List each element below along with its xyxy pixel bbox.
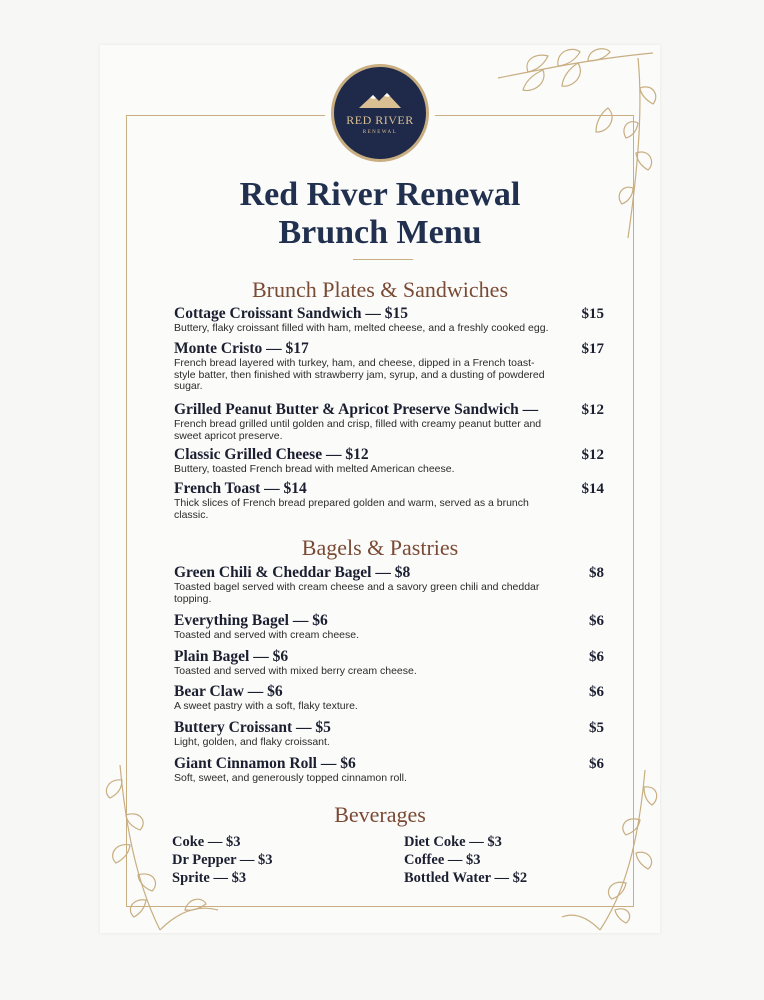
title-line-1: Red River Renewal (239, 176, 521, 213)
beverage-bottled-water: Bottled Water — $2 (404, 870, 528, 886)
menu-item-monte-cristo (174, 340, 604, 393)
item-price: $15 (581, 306, 604, 322)
item-name: Green Chili & Cheddar Bagel — $8 (174, 564, 411, 581)
item-price: $5 (589, 720, 604, 736)
item-name: Plain Bagel — $6 (174, 648, 289, 665)
menu-item-buttery-croissant (174, 719, 604, 749)
item-name: Everything Bagel — $6 (174, 612, 328, 629)
section-title-bagels-pastries: Bagels & Pastries (301, 535, 459, 560)
menu-item-plain-bagel (174, 648, 604, 678)
item-name: Buttery Croissant — $5 (174, 719, 331, 736)
item-description: Light, golden, and flaky croissant. (174, 736, 330, 748)
item-description: Toasted bagel served with cream cheese and a savory green chili and cheddar topping. (174, 581, 540, 605)
menu-item-bear-claw (174, 683, 604, 713)
menu-item-cinnamon-roll (174, 755, 604, 785)
item-price: $12 (581, 447, 604, 463)
menu-item-french-toast (174, 480, 604, 521)
brand-logo (331, 64, 429, 162)
title-divider (353, 259, 413, 260)
item-description: Toasted and served with mixed berry cream cheese. (174, 665, 417, 677)
beverage-dr-pepper: Dr Pepper — $3 (172, 852, 273, 868)
section-title-brunch-plates: Brunch Plates & Sandwiches (251, 277, 509, 302)
beverage-sprite: Sprite — $3 (172, 870, 247, 886)
item-description: Thick slices of French bread prepared golden and warm, served as a brunch classic. (174, 497, 529, 521)
item-description: Soft, sweet, and generously topped cinnamon roll. (174, 772, 407, 784)
item-name: Giant Cinnamon Roll — $6 (174, 755, 356, 772)
title-line-2: Brunch Menu (278, 214, 482, 251)
item-description: French bread layered with turkey, ham, and cheese, dipped in a French toast-style batter, then finished with strawberry jam, syrup, and a dusting of powdered sugar. (174, 357, 545, 392)
item-description: A sweet pastry with a soft, flaky texture. (174, 700, 358, 712)
item-name: Classic Grilled Cheese — $12 (174, 446, 369, 463)
beverage-coffee: Coffee — $3 (404, 852, 481, 868)
item-price: $6 (589, 649, 604, 665)
item-name: Monte Cristo — $17 (174, 340, 309, 357)
logo-name: RED RIVER (346, 113, 414, 127)
beverage-diet-coke: Diet Coke — $3 (404, 834, 502, 850)
menu-item-pb-apricot (174, 401, 604, 442)
item-description: Toasted and served with cream cheese. (174, 629, 360, 641)
item-name: Grilled Peanut Butter & Apricot Preserve Sandwich — (174, 401, 539, 418)
item-price: $6 (589, 613, 604, 629)
item-price: $6 (589, 756, 604, 772)
item-price: $12 (581, 402, 604, 418)
item-name: French Toast — $14 (174, 480, 307, 497)
item-price: $8 (589, 565, 604, 581)
menu-item-grilled-cheese (174, 446, 604, 476)
item-price: $6 (589, 684, 604, 700)
item-description: Buttery, flaky croissant filled with ham, melted cheese, and a freshly cooked egg. (174, 322, 549, 334)
section-title-beverages: Beverages (334, 802, 426, 827)
item-description: French bread grilled until golden and crisp, filled with creamy peanut butter and sweet apricot preserve. (174, 418, 542, 442)
logo-subtitle: RENEWAL (362, 130, 398, 135)
menu-item-green-chili-bagel (174, 564, 604, 605)
beverage-coke: Coke — $3 (172, 834, 241, 850)
page-title (126, 176, 634, 252)
mountain-icon (357, 91, 403, 109)
item-name: Cottage Croissant Sandwich — $15 (174, 305, 408, 322)
item-description: Buttery, toasted French bread with melted American cheese. (174, 463, 455, 475)
menu-item-everything-bagel (174, 612, 604, 642)
item-price: $17 (581, 341, 604, 357)
item-name: Bear Claw — $6 (174, 683, 283, 700)
menu-item-cottage-croissant (174, 305, 604, 335)
item-price: $14 (581, 481, 604, 497)
